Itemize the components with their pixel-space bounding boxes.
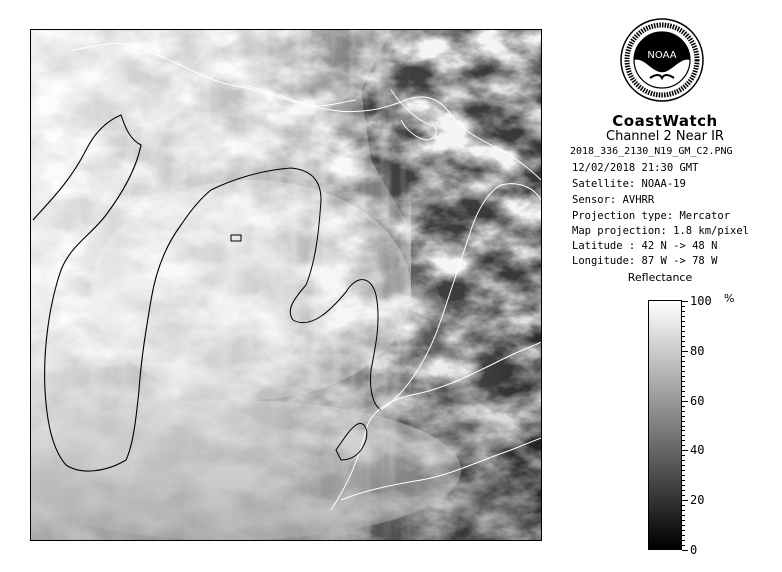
noaa-logo-icon	[620, 18, 704, 102]
colorbar-minor-tick	[682, 331, 685, 332]
colorbar-minor-tick	[682, 520, 685, 521]
colorbar-minor-tick	[682, 530, 685, 531]
longitude-label: Longitude: 87 W -> 78 W	[572, 255, 718, 267]
colorbar-major-tick	[682, 550, 688, 551]
filename-label: 2018_336_2130_N19_GM_C2.PNG	[570, 146, 733, 157]
colorbar-minor-tick	[682, 366, 685, 367]
colorbar-major-tick	[682, 301, 688, 302]
colorbar-major-tick	[682, 351, 688, 352]
map-projection-label: Map projection: 1.8 km/pixel	[572, 225, 750, 237]
colorbar-minor-tick	[682, 490, 685, 491]
colorbar-minor-tick	[682, 376, 685, 377]
datetime-label: 12/02/2018 21:30 GMT	[572, 162, 699, 174]
colorbar-minor-tick	[682, 510, 685, 511]
reflectance-colorbar	[648, 300, 682, 550]
colorbar-minor-tick	[682, 326, 685, 327]
colorbar-minor-tick	[682, 341, 685, 342]
colorbar-minor-tick	[682, 346, 685, 347]
app-title: CoastWatch	[612, 112, 718, 130]
colorbar-minor-tick	[682, 356, 685, 357]
colorbar-tick-label: 20	[690, 493, 705, 507]
colorbar-minor-tick	[682, 470, 685, 471]
colorbar-minor-tick	[682, 396, 685, 397]
south-shade	[31, 30, 541, 540]
satellite-label: Satellite: NOAA-19	[572, 178, 686, 190]
colorbar-minor-tick	[682, 381, 685, 382]
colorbar-minor-tick	[682, 336, 685, 337]
colorbar-tick-label: 60	[690, 394, 705, 408]
colorbar-minor-tick	[682, 480, 685, 481]
channel-subtitle: Channel 2 Near IR	[606, 129, 724, 144]
colorbar-minor-tick	[682, 430, 685, 431]
latitude-label: Latitude : 42 N -> 48 N	[572, 240, 718, 252]
colorbar-unit: %	[724, 292, 735, 305]
colorbar-minor-tick	[682, 416, 685, 417]
colorbar-major-tick	[682, 401, 688, 402]
colorbar-minor-tick	[682, 485, 685, 486]
colorbar-minor-tick	[682, 455, 685, 456]
colorbar-minor-tick	[682, 411, 685, 412]
colorbar-minor-tick	[682, 435, 685, 436]
colorbar-minor-tick	[682, 371, 685, 372]
colorbar-minor-tick	[682, 545, 685, 546]
colorbar-minor-tick	[682, 460, 685, 461]
colorbar-minor-tick	[682, 421, 685, 422]
colorbar-tick-label: 100	[690, 294, 712, 308]
sensor-label: Sensor: AVHRR	[572, 194, 655, 206]
colorbar-minor-tick	[682, 505, 685, 506]
colorbar-major-tick	[682, 500, 688, 501]
colorbar-minor-tick	[682, 475, 685, 476]
colorbar-minor-tick	[682, 306, 685, 307]
noaa-logo-text: NOAA	[647, 50, 677, 61]
colorbar-tick-label: 40	[690, 443, 705, 457]
satellite-image-panel	[30, 29, 542, 541]
colorbar-minor-tick	[682, 495, 685, 496]
colorbar-minor-tick	[682, 535, 685, 536]
colorbar-minor-tick	[682, 311, 685, 312]
colorbar-minor-tick	[682, 361, 685, 362]
colorbar-minor-tick	[682, 465, 685, 466]
colorbar-minor-tick	[682, 540, 685, 541]
colorbar-minor-tick	[682, 426, 685, 427]
colorbar-minor-tick	[682, 445, 685, 446]
colorbar-minor-tick	[682, 386, 685, 387]
colorbar-tick-label: 80	[690, 344, 705, 358]
colorbar-minor-tick	[682, 321, 685, 322]
colorbar-minor-tick	[682, 316, 685, 317]
colorbar-minor-tick	[682, 406, 685, 407]
colorbar-label: Reflectance	[627, 271, 693, 284]
colorbar-minor-tick	[682, 391, 685, 392]
colorbar-minor-tick	[682, 515, 685, 516]
colorbar-minor-tick	[682, 525, 685, 526]
colorbar-minor-tick	[682, 440, 685, 441]
projection-type-label: Projection type: Mercator	[572, 210, 731, 222]
colorbar-major-tick	[682, 450, 688, 451]
colorbar-tick-label: 0	[690, 543, 698, 557]
satellite-image	[31, 30, 541, 540]
